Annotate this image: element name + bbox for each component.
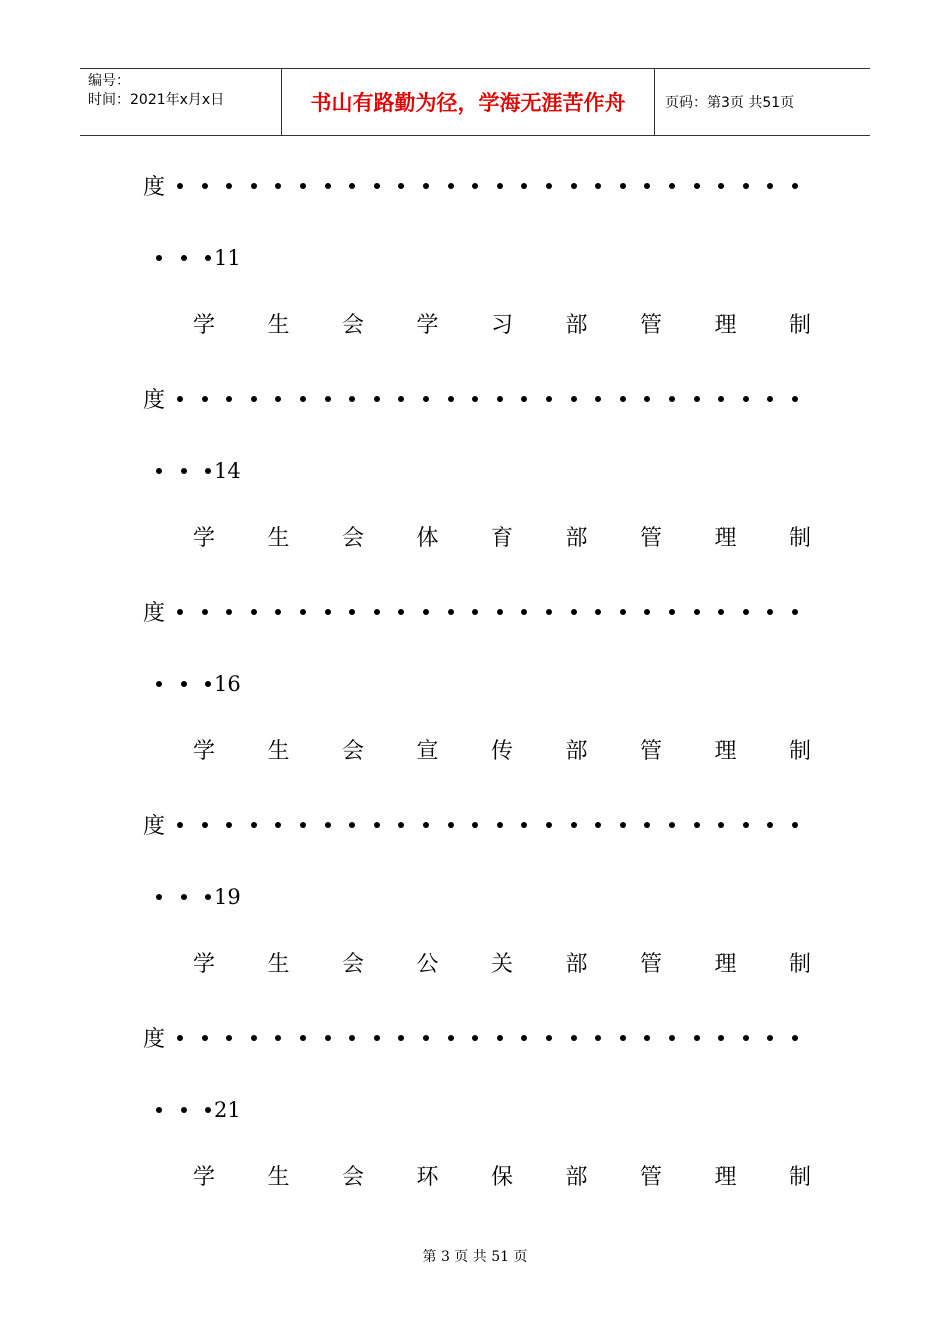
leader-dot <box>251 1035 257 1041</box>
leader-dot <box>497 1035 503 1041</box>
leader-dot <box>251 183 257 189</box>
leader-dot <box>571 609 577 615</box>
leader-dot <box>423 1035 429 1041</box>
leader-dot <box>398 609 404 615</box>
leader-dot <box>423 396 429 402</box>
toc-page-line[interactable] <box>152 246 241 270</box>
leader-dot <box>423 822 429 828</box>
title-char: 理 <box>714 313 737 338</box>
title-char: 生 <box>267 739 290 764</box>
title-char: 传 <box>490 739 513 764</box>
toc-leader-line <box>143 170 833 201</box>
leader-dot <box>349 609 355 615</box>
leader-dot <box>472 183 478 189</box>
toc-entry-title[interactable] <box>192 1160 812 1191</box>
toc-page-line[interactable] <box>152 672 241 696</box>
page-info: 页码：第3页 共51页 <box>665 95 795 111</box>
title-char: 体 <box>416 526 439 551</box>
leader-dot <box>374 609 380 615</box>
leader-dot <box>251 396 257 402</box>
title-char: 会 <box>341 952 364 977</box>
title-char: 学 <box>192 1165 215 1190</box>
leader-dot <box>694 822 700 828</box>
title-char: 宣 <box>416 739 439 764</box>
title-char: 理 <box>714 1165 737 1190</box>
leader-dot <box>156 468 162 474</box>
leader-dot <box>669 183 675 189</box>
leader-dot <box>181 468 187 474</box>
leader-dot <box>226 822 232 828</box>
title-char: 会 <box>341 313 364 338</box>
leader-dot <box>448 183 454 189</box>
leader-dot <box>300 396 306 402</box>
leader-dot <box>767 822 773 828</box>
leader-dot <box>694 183 700 189</box>
leader-dot <box>325 396 331 402</box>
leader-dot <box>620 183 626 189</box>
leader-dot <box>620 822 626 828</box>
leader-dot <box>521 822 527 828</box>
leader-dot <box>325 1035 331 1041</box>
leader-dot <box>792 1035 798 1041</box>
header-page-info-cell <box>655 69 870 135</box>
title-char: 学 <box>416 313 439 338</box>
leader-dot <box>181 681 187 687</box>
leader-dot <box>251 822 257 828</box>
leader-dot <box>644 1035 650 1041</box>
leader-dot <box>792 609 798 615</box>
leader-dot <box>251 609 257 615</box>
toc-leader-line <box>143 1022 833 1053</box>
leader-dot <box>374 822 380 828</box>
leader-dot <box>620 609 626 615</box>
leader-dot <box>718 1035 724 1041</box>
leader-dots <box>152 673 214 695</box>
title-char: 生 <box>267 952 290 977</box>
leader-dot <box>177 609 183 615</box>
leader-dot <box>275 822 281 828</box>
leader-dot <box>767 183 773 189</box>
leader-dot <box>595 822 601 828</box>
header-meta <box>80 69 282 135</box>
title-char: 理 <box>714 526 737 551</box>
leader-dot <box>669 1035 675 1041</box>
leader-dot <box>718 396 724 402</box>
title-char: 会 <box>341 1165 364 1190</box>
leader-dot <box>325 609 331 615</box>
toc-leader-line <box>143 809 833 840</box>
title-char: 部 <box>565 952 588 977</box>
leading-char: 度 <box>143 814 166 839</box>
leader-dot <box>521 1035 527 1041</box>
leading-char: 度 <box>143 1027 166 1052</box>
title-char: 育 <box>490 526 513 551</box>
title-char: 保 <box>490 1165 513 1190</box>
leader-dot <box>644 609 650 615</box>
leader-dot <box>571 396 577 402</box>
page-footer: 第 3 页 共 51 页 <box>422 1249 528 1265</box>
leader-dot <box>546 822 552 828</box>
leader-dot <box>472 609 478 615</box>
leader-dot <box>571 183 577 189</box>
leader-dot <box>202 1035 208 1041</box>
leader-dot <box>300 183 306 189</box>
toc-page-line[interactable] <box>152 885 241 909</box>
leader-dot <box>792 822 798 828</box>
leader-dot <box>226 183 232 189</box>
toc-entry-title[interactable] <box>192 947 812 978</box>
leader-dot <box>497 183 503 189</box>
leader-dot <box>349 1035 355 1041</box>
title-char: 生 <box>267 526 290 551</box>
title-char: 制 <box>788 952 811 977</box>
number-label: 编号： <box>88 73 130 89</box>
title-char: 关 <box>490 952 513 977</box>
title-char: 理 <box>714 952 737 977</box>
leader-dot <box>694 1035 700 1041</box>
leader-dot <box>275 1035 281 1041</box>
leader-dots <box>152 1099 214 1121</box>
leader-dot <box>718 822 724 828</box>
title-char: 部 <box>565 526 588 551</box>
leader-dot <box>177 183 183 189</box>
leader-dot <box>349 822 355 828</box>
leader-dot <box>448 822 454 828</box>
leader-dot <box>743 396 749 402</box>
leader-dot <box>177 396 183 402</box>
leader-dots <box>152 886 214 908</box>
toc-entry-title[interactable] <box>192 521 812 552</box>
title-char: 制 <box>788 1165 811 1190</box>
leader-dot <box>620 1035 626 1041</box>
leader-dot <box>202 609 208 615</box>
leader-dots <box>173 814 833 836</box>
leader-dot <box>156 681 162 687</box>
leader-dots <box>173 1027 833 1049</box>
leading-char: 度 <box>143 175 166 200</box>
leader-dots <box>173 388 833 410</box>
leader-dot <box>767 1035 773 1041</box>
toc-entry-title[interactable] <box>192 308 812 339</box>
leader-dot <box>226 609 232 615</box>
leader-dot <box>300 1035 306 1041</box>
time-label: 时间：2021年x月x日 <box>88 92 225 108</box>
title-char: 学 <box>192 952 215 977</box>
title-char: 会 <box>341 739 364 764</box>
toc-leader-line <box>143 596 833 627</box>
title-char: 管 <box>639 313 662 338</box>
leader-dot <box>205 1107 211 1113</box>
title-char: 制 <box>788 739 811 764</box>
leader-dot <box>448 609 454 615</box>
leader-dot <box>275 396 281 402</box>
leader-dot <box>669 396 675 402</box>
leader-dot <box>669 609 675 615</box>
title-char: 管 <box>639 739 662 764</box>
title-char: 部 <box>565 739 588 764</box>
title-char: 制 <box>788 526 811 551</box>
leader-dot <box>398 183 404 189</box>
leader-dot <box>595 609 601 615</box>
leader-dot <box>644 822 650 828</box>
page-header <box>80 68 870 136</box>
leading-char: 度 <box>143 601 166 626</box>
toc-page-number: 19 <box>214 885 241 909</box>
leader-dot <box>595 396 601 402</box>
leader-dot <box>181 1107 187 1113</box>
leader-dot <box>521 609 527 615</box>
leader-dot <box>398 822 404 828</box>
leader-dot <box>181 255 187 261</box>
title-char: 部 <box>565 313 588 338</box>
leader-dot <box>767 609 773 615</box>
leader-dot <box>325 183 331 189</box>
leader-dot <box>156 894 162 900</box>
title-char: 会 <box>341 526 364 551</box>
leader-dot <box>202 396 208 402</box>
leader-dot <box>275 183 281 189</box>
leader-dot <box>767 396 773 402</box>
title-char: 生 <box>267 1165 290 1190</box>
leader-dot <box>448 1035 454 1041</box>
leader-dot <box>694 396 700 402</box>
toc-page-line[interactable] <box>152 1098 241 1122</box>
toc-entry-title[interactable] <box>192 734 812 765</box>
toc-page-number: 11 <box>214 246 241 270</box>
leader-dot <box>349 396 355 402</box>
title-char: 管 <box>639 1165 662 1190</box>
toc-page-number: 21 <box>214 1098 241 1122</box>
leader-dot <box>472 1035 478 1041</box>
header-motto-cell <box>282 69 655 135</box>
leader-dot <box>546 396 552 402</box>
leader-dot <box>497 822 503 828</box>
leader-dot <box>349 183 355 189</box>
leader-dot <box>374 1035 380 1041</box>
leader-dot <box>156 1107 162 1113</box>
leader-dot <box>423 183 429 189</box>
leader-dot <box>177 1035 183 1041</box>
leader-dot <box>521 396 527 402</box>
leader-dot <box>300 609 306 615</box>
leader-dot <box>398 1035 404 1041</box>
title-char: 公 <box>416 952 439 977</box>
leader-dot <box>718 183 724 189</box>
leader-dot <box>620 396 626 402</box>
leading-char: 度 <box>143 388 166 413</box>
title-char: 习 <box>490 313 513 338</box>
leader-dot <box>718 609 724 615</box>
leader-dot <box>595 1035 601 1041</box>
leader-dot <box>423 609 429 615</box>
leader-dot <box>743 822 749 828</box>
leader-dots <box>173 601 833 623</box>
leader-dot <box>275 609 281 615</box>
leader-dot <box>156 255 162 261</box>
leader-dot <box>694 609 700 615</box>
toc-leader-line <box>143 383 833 414</box>
leader-dots <box>152 247 214 269</box>
title-char: 学 <box>192 526 215 551</box>
leader-dots <box>173 175 833 197</box>
leader-dot <box>546 183 552 189</box>
leader-dot <box>595 183 601 189</box>
leader-dot <box>472 396 478 402</box>
title-char: 制 <box>788 313 811 338</box>
title-char: 环 <box>416 1165 439 1190</box>
toc-page-line[interactable] <box>152 459 241 483</box>
title-char: 学 <box>192 313 215 338</box>
leader-dot <box>669 822 675 828</box>
motto: 书山有路勤为径，学海无涯苦作舟 <box>310 91 626 115</box>
title-char: 理 <box>714 739 737 764</box>
leader-dot <box>571 822 577 828</box>
leader-dot <box>205 468 211 474</box>
leader-dot <box>743 609 749 615</box>
leader-dot <box>205 255 211 261</box>
leader-dot <box>177 822 183 828</box>
leader-dot <box>374 396 380 402</box>
leader-dot <box>571 1035 577 1041</box>
leader-dot <box>792 396 798 402</box>
leader-dot <box>205 894 211 900</box>
leader-dot <box>226 396 232 402</box>
leader-dot <box>181 894 187 900</box>
leader-dot <box>472 822 478 828</box>
leader-dot <box>644 183 650 189</box>
title-char: 部 <box>565 1165 588 1190</box>
leader-dot <box>497 609 503 615</box>
leader-dot <box>202 183 208 189</box>
leader-dot <box>300 822 306 828</box>
leader-dot <box>205 681 211 687</box>
leader-dot <box>374 183 380 189</box>
title-char: 管 <box>639 952 662 977</box>
title-char: 管 <box>639 526 662 551</box>
toc-page-number: 16 <box>214 672 241 696</box>
leader-dot <box>546 1035 552 1041</box>
leader-dot <box>398 396 404 402</box>
leader-dot <box>546 609 552 615</box>
leader-dot <box>448 396 454 402</box>
leader-dot <box>521 183 527 189</box>
leader-dot <box>202 822 208 828</box>
leader-dot <box>743 1035 749 1041</box>
leader-dot <box>644 396 650 402</box>
title-char: 学 <box>192 739 215 764</box>
title-char: 生 <box>267 313 290 338</box>
leader-dot <box>743 183 749 189</box>
leader-dot <box>226 1035 232 1041</box>
toc-page-number: 14 <box>214 459 241 483</box>
leader-dot <box>792 183 798 189</box>
leader-dot <box>497 396 503 402</box>
leader-dot <box>325 822 331 828</box>
leader-dots <box>152 460 214 482</box>
